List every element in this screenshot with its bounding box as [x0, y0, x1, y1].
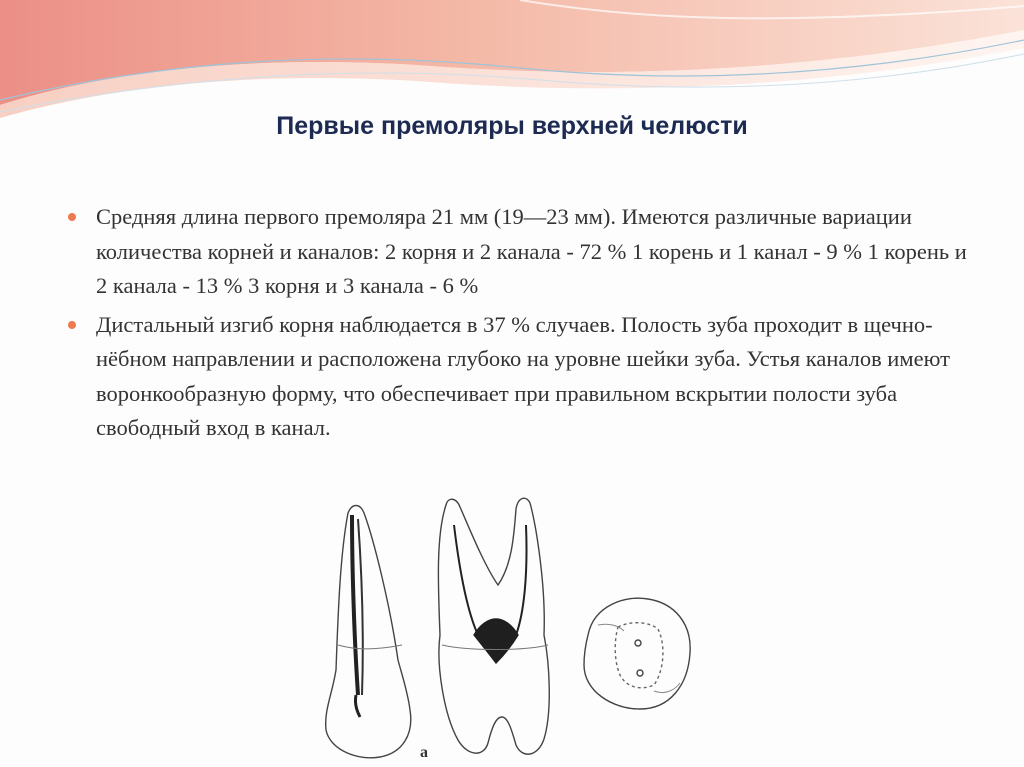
bullet-list: [68, 200, 968, 450]
tooth-illustration: [318, 495, 718, 767]
tooth-two-root-drawing: [438, 498, 549, 754]
bullet-dot-icon: [68, 213, 76, 221]
figure-label: а: [420, 744, 428, 761]
slide-title: Первые премоляры верхней челюсти: [276, 112, 748, 140]
bullet-dot-icon: [68, 321, 76, 329]
bullet-item: [68, 200, 968, 304]
bullet-text: Дистальный изгиб корня наблюдается в 37 % случаев. Полость зуба проходит в щечно-нёбном направлении и расположена глубоко на уровне шейки зуба. Устья каналов имеют воронкообразную форму, что обеспечивает при правильном вскрытии полости зуба свободный вход в канал.: [96, 311, 950, 440]
bullet-item: [68, 308, 968, 446]
header-wave-decoration: [0, 0, 1024, 120]
tooth-single-root-drawing: [326, 506, 411, 758]
tooth-occlusal-view-drawing: [584, 598, 690, 709]
bullet-text: Средняя длина первого премоляра 21 мм (19—23 мм). Имеются различные вариации количества корней и каналов: 2 корня и 2 канала - 72 % 1 корень и 1 канал - 9 % 1 корень и 2 канала - 13 % 3 корня и 3 канала - 6 %: [96, 204, 967, 298]
